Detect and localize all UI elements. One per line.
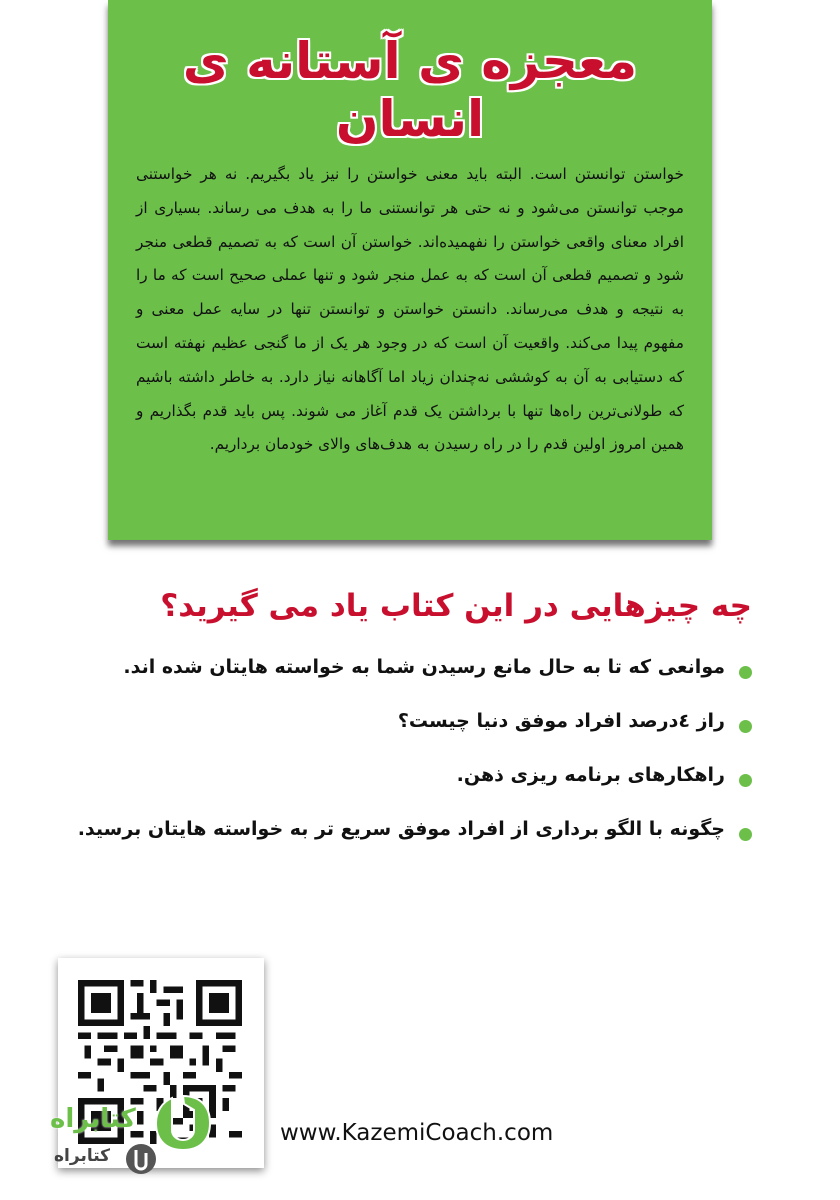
learn-bullet-list xyxy=(60,656,752,872)
bullet-dot-icon xyxy=(739,828,752,841)
website-link[interactable]: www.KazemiCoach.com xyxy=(280,1120,554,1146)
learn-item-secret xyxy=(60,710,752,764)
bullet-dot-icon xyxy=(739,666,752,679)
bullet-dot-icon xyxy=(739,774,752,787)
learn-item-text: راز ٤درصد افراد موفق دنیا چیست؟ xyxy=(397,710,725,732)
learn-section-heading: چه چیزهایی در این کتاب یاد می گیرید؟ xyxy=(160,588,752,624)
learn-item-text: راهکارهای برنامه ریزی ذهن. xyxy=(456,764,725,786)
learn-item-modeling xyxy=(60,818,752,872)
ketabrah-small-logo-icon xyxy=(124,1142,158,1176)
learn-item-text: چگونه با الگو برداری از افراد موفق سریع تر به خواسته هایتان برسید. xyxy=(77,818,725,840)
learn-item-text: موانعی که تا به حال مانع رسیدن شما به خواسته هایتان شده اند. xyxy=(123,656,725,678)
ketabrah-watermark-text: کتابراه xyxy=(50,1104,136,1134)
book-intro-paragraph: خواستن توانستن است. البته باید معنی خواستن را نیز یاد بگیریم. نه هر خواستنی موجب توانستن می‌شود و نه حتی هر توانستنی ما را به هدف می رساند. بسیاری از افراد معنای واقعی خواستن را نفهمیده‌اند. خواستن آن است که به تصمیم قطعی منجر شود و تصمیم قطعی آن است که به عمل منجر شود و تنها عملی صحیح است که ما را به نتیجه و هدف می‌رساند. دانستن خواستن و توانستن تنها در سایه عمل معنی و مفهوم پیدا می‌کند. واقعیت آن است که در وجود هر یک از ما گنجی عظیم نهفته است که دستیابی به آن به کوششی نه‌چندان زیاد اما آگاهانه نیاز دارد. به خاطر داشته باشیم که طولانی‌ترین راه‌ها تنها با برداشتن یک قدم آغاز می شوند. پس باید قدم بگذاریم و همین امروز اولین قدم را در راه رسیدن به هدف‌های والای خودمان برداریم. xyxy=(136,165,684,454)
book-summary-card xyxy=(108,0,712,540)
book-title: معجزه ی آستانه ی انسان xyxy=(182,32,638,148)
bullet-dot-icon xyxy=(739,720,752,733)
ketabrah-watermark xyxy=(40,1086,240,1182)
ketabrah-logo-icon xyxy=(152,1092,214,1154)
learn-item-mind-programming xyxy=(60,764,752,818)
ketabrah-watermark-small-text: کتابراه xyxy=(54,1146,111,1166)
learn-item-obstacles xyxy=(60,656,752,710)
